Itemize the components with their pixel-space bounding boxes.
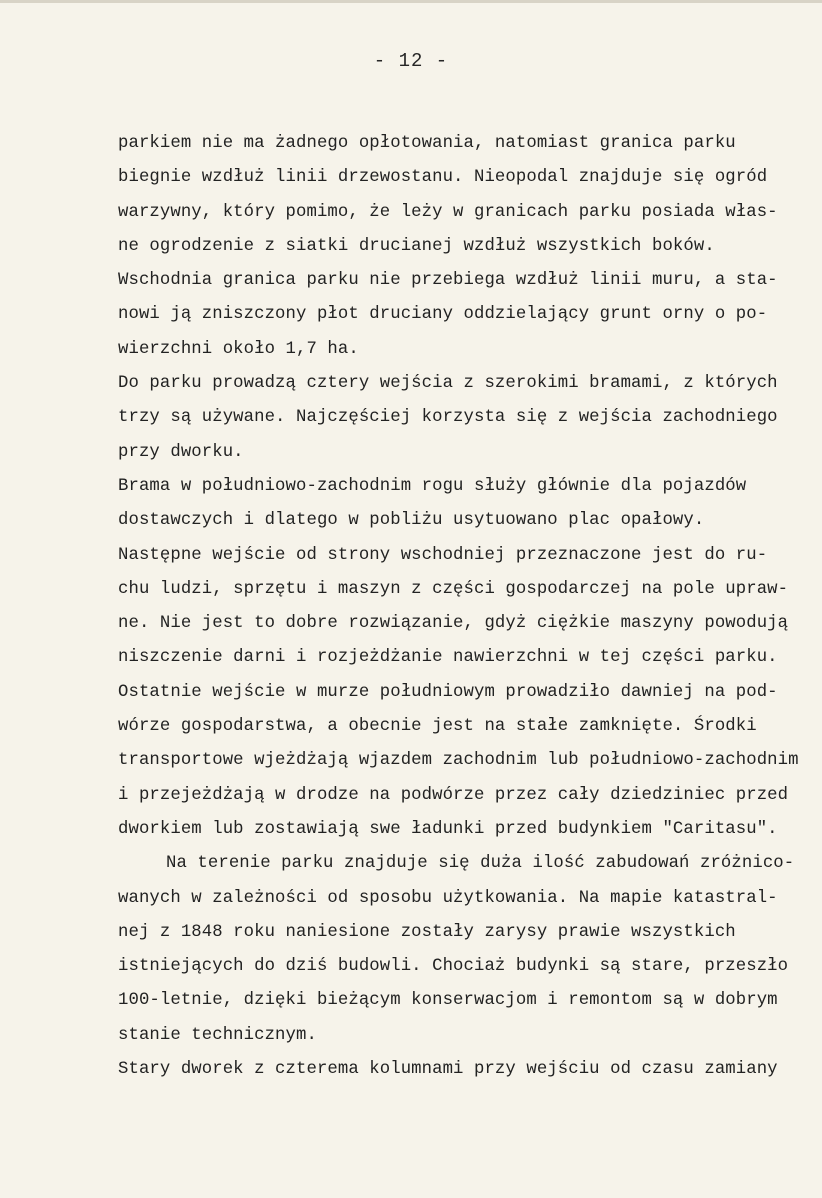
- body-text: [118, 127, 798, 1087]
- page-edge: [0, 0, 822, 3]
- text-line: niszczenie darni i rozjeżdżanie nawierzchni w tej części parku.: [118, 648, 778, 668]
- text-line: wanych w zależności od sposobu użytkowania. Na mapie katastral-: [118, 888, 778, 908]
- text-line: Wschodnia granica parku nie przebiega wzdłuż linii muru, a sta-: [118, 271, 778, 291]
- text-line: wierzchni około 1,7 ha.: [118, 339, 359, 359]
- text-line: Brama w południowo-zachodnim rogu służy głównie dla pojazdów: [118, 476, 747, 496]
- text-line: trzy są używane. Najczęściej korzysta się z wejścia zachodniego: [118, 408, 778, 428]
- text-line: ne. Nie jest to dobre rozwiązanie, gdyż ciężkie maszyny powodują: [118, 614, 789, 634]
- text-line: 100-letnie, dzięki bieżącym konserwacjom i remontom są w dobrym: [118, 991, 778, 1011]
- text-line: transportowe wjeżdżają wjazdem zachodnim lub południowo-zachodnim: [118, 751, 799, 771]
- text-line: parkiem nie ma żadnego opłotowania, natomiast granica parku: [118, 134, 736, 153]
- text-line: dostawczych i dlatego w pobliżu usytuowano plac opałowy.: [118, 511, 705, 531]
- text-line: przy dworku.: [118, 442, 244, 462]
- text-line: stanie technicznym.: [118, 1025, 317, 1045]
- text-line: chu ludzi, sprzętu i maszyn z części gospodarczej na pole upraw-: [118, 579, 789, 599]
- text-line: istniejących do dziś budowli. Chociaż budynki są stare, przeszło: [118, 957, 789, 977]
- text-line: wórze gospodarstwa, a obecnie jest na stałe zamknięte. Środki: [118, 717, 757, 737]
- text-line: warzywny, który pomimo, że leży w granicach parku posiada włas-: [118, 202, 778, 222]
- page-number: - 12 -: [373, 50, 449, 72]
- text-line: ne ogrodzenie z siatki drucianej wzdłuż wszystkich boków.: [118, 236, 715, 256]
- text-line: nowi ją zniszczony płot druciany oddzielający grunt orny o po-: [118, 305, 768, 325]
- text-line: nej z 1848 roku naniesione zostały zarysy prawie wszystkich: [118, 922, 736, 942]
- text-line: Następne wejście od strony wschodniej przeznaczone jest do ru-: [118, 545, 768, 565]
- text-line: Na terenie parku znajduje się duża ilość zabudowań zróżnico-: [166, 854, 795, 874]
- text-line: Do parku prowadzą cztery wejścia z szerokimi bramami, z których: [118, 374, 778, 394]
- text-line: Ostatnie wejście w murze południowym prowadziło dawniej na pod-: [118, 682, 778, 702]
- text-line: Stary dworek z czterema kolumnami przy wejściu od czasu zamiany: [118, 1060, 778, 1080]
- text-line: dworkiem lub zostawiają swe ładunki przed budynkiem "Caritasu".: [118, 819, 778, 839]
- text-line: i przejeżdżają w drodze na podwórze przez cały dziedziniec przed: [118, 785, 789, 805]
- text-line: biegnie wzdłuż linii drzewostanu. Nieopodal znajduje się ogród: [118, 168, 768, 188]
